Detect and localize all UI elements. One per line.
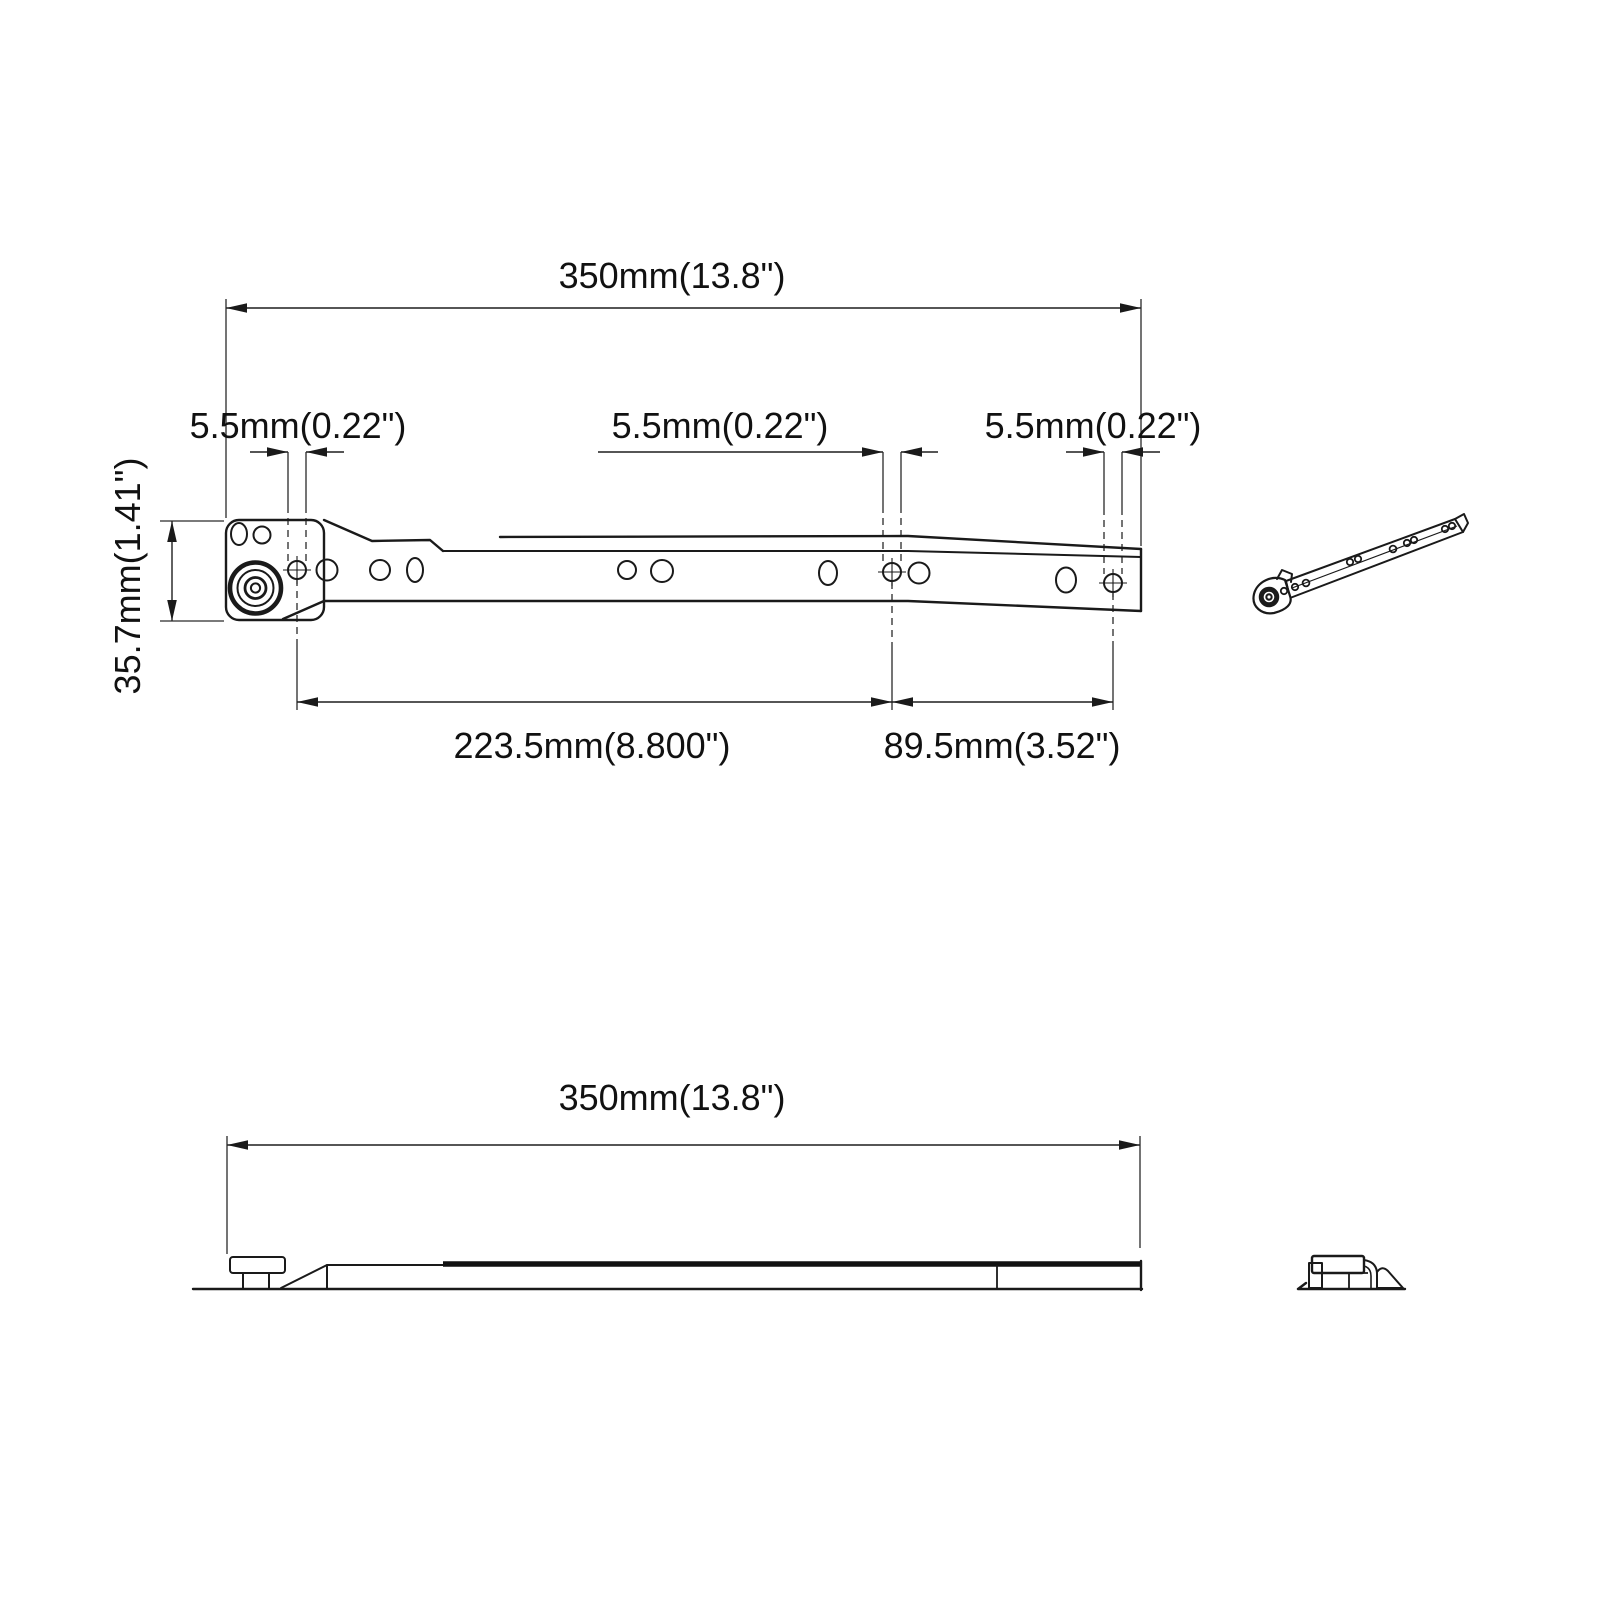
stopper-cap — [230, 1257, 285, 1273]
iso-rail-fold-line — [1292, 526, 1457, 588]
mounting-slot — [1056, 568, 1076, 593]
rail-ramp — [281, 1265, 327, 1288]
height-label: 35.7mm(1.41") — [107, 457, 148, 695]
iso-hole — [1347, 559, 1353, 565]
iso-rail-body — [1286, 519, 1463, 598]
overall-length-label-top: 350mm(13.8") — [558, 255, 786, 296]
mounting-hole — [254, 527, 271, 544]
callout-hole-diameter-middle — [598, 405, 938, 564]
iso-hole — [1355, 556, 1361, 562]
hole-diameter-label-front: 5.5mm(0.22") — [189, 405, 407, 446]
mounting-hole — [651, 560, 673, 582]
mounting-slot — [231, 523, 247, 545]
dimension-height — [107, 458, 224, 695]
rail-top-edge-rear — [500, 536, 1141, 549]
dimension-overall-length-side — [227, 1077, 1140, 1254]
screw-hole-crosshair — [1099, 569, 1127, 597]
mounting-slot — [819, 561, 837, 585]
rail-top-edge-front — [324, 520, 443, 551]
roller-ring — [238, 570, 274, 606]
hole-diameter-label-middle: 5.5mm(0.22") — [611, 405, 829, 446]
slide-rail-top-view — [226, 520, 1141, 620]
dimension-hole-spacing — [297, 579, 1120, 766]
roller-wheel — [230, 563, 281, 614]
slide-rail-side-view — [193, 1257, 1142, 1290]
mounting-hole — [909, 563, 930, 584]
dimension-overall-length-top — [226, 255, 1141, 546]
mounting-slot — [407, 558, 423, 582]
screw-hole-crosshair — [878, 558, 906, 586]
callout-hole-diameter-rear — [985, 405, 1202, 574]
profile-ramp — [1377, 1268, 1403, 1288]
front-hole-spacing-label: 223.5mm(8.800") — [453, 725, 731, 766]
rear-hole-spacing-label: 89.5mm(3.52") — [883, 725, 1121, 766]
mounting-hole — [317, 560, 338, 581]
iso-hole — [1442, 526, 1448, 532]
mounting-hole — [370, 560, 390, 580]
overall-length-label-side: 350mm(13.8") — [558, 1077, 786, 1118]
hole-diameter-label-rear: 5.5mm(0.22") — [984, 405, 1202, 446]
mounting-hole — [618, 561, 636, 579]
roller-axle — [251, 583, 260, 592]
profile-top-plate — [1312, 1256, 1364, 1273]
rail-bottom-edge — [283, 601, 1141, 619]
end-profile-view — [1298, 1256, 1405, 1289]
callout-hole-diameter-front — [190, 405, 407, 561]
iso-holes — [1281, 523, 1455, 594]
isometric-view — [1254, 514, 1468, 613]
roller-hub — [245, 578, 266, 599]
screw-hole-crosshair — [283, 556, 311, 584]
rail-fold-line — [443, 551, 1141, 557]
top-view — [107, 255, 1468, 766]
side-view — [193, 1077, 1405, 1290]
iso-roller-axle — [1267, 595, 1270, 598]
